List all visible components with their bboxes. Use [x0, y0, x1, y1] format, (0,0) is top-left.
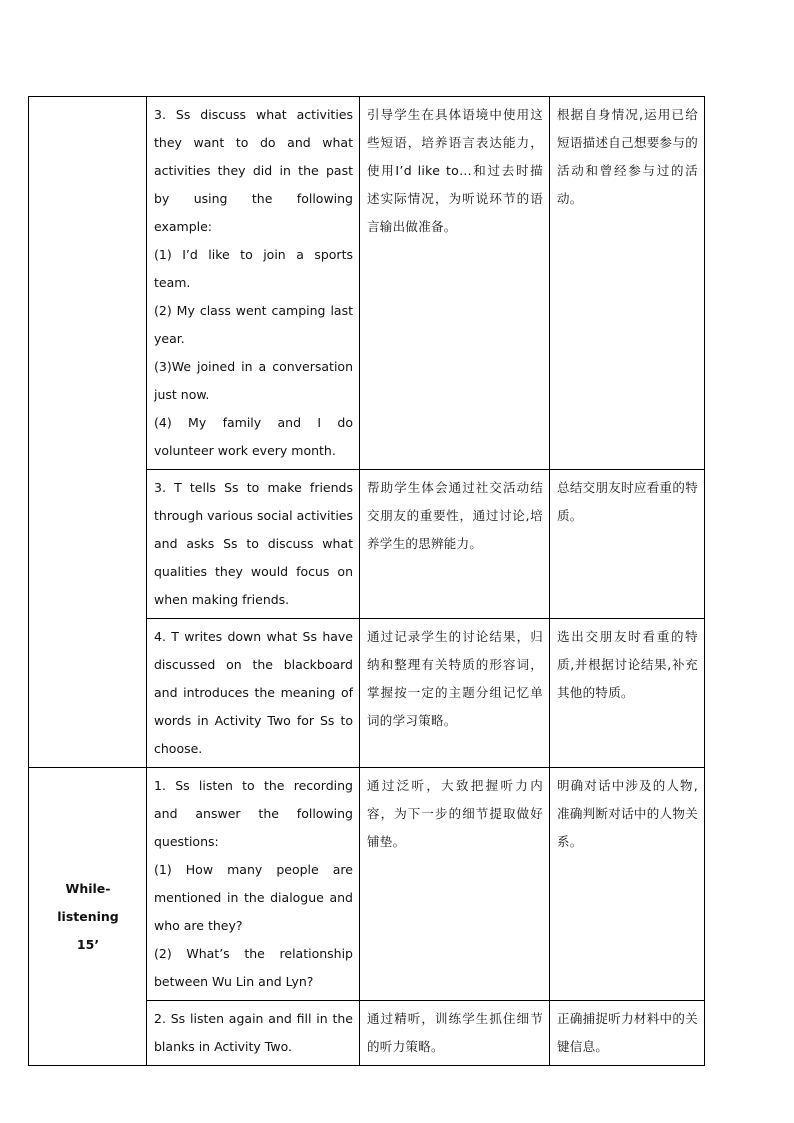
activity-cell	[147, 1001, 360, 1066]
activity-text: (3)We joined in a conversation just now.	[154, 359, 353, 402]
effect-cell: 明确对话中涉及的人物,准确判断对话中的人物关系。	[550, 768, 705, 1001]
purpose-cell: 通过泛听，大致把握听力内容，为下一步的细节提取做好铺垫。	[360, 768, 550, 1001]
purpose-cell: 通过记录学生的讨论结果，归纳和整理有关特质的形容词，掌握按一定的主题分组记忆单词的学习策略。	[360, 619, 550, 768]
stage-duration: 15’	[76, 936, 100, 952]
activity-text: (1) I’d like to join a sports team.	[154, 247, 353, 290]
lesson-plan-table	[28, 96, 705, 1066]
table-row	[29, 768, 705, 1001]
activity-text: 3. Ss discuss what activities they want to do and what activities they did in the past by using the following example:	[154, 107, 353, 234]
effect-cell: 选出交朋友时看重的特质,并根据讨论结果,补充其他的特质。	[550, 619, 705, 768]
activity-text: (2) My class went camping last year.	[154, 303, 353, 346]
activity-cell	[147, 97, 360, 470]
stage-name: While-listening	[57, 880, 119, 924]
activity-text: (4) My family and I do volunteer work every month.	[154, 415, 353, 458]
table-row	[29, 97, 705, 470]
activity-cell	[147, 768, 360, 1001]
effect-cell: 根据自身情况,运用已给短语描述自己想要参与的活动和曾经参与过的活动。	[550, 97, 705, 470]
purpose-cell: 引导学生在具体语境中使用这些短语，培养语言表达能力，使用I’d like to…和过去时描述实际情况，为听说环节的语言输出做准备。	[360, 97, 550, 470]
activity-text: 1. Ss listen to the recording and answer the following questions:	[154, 778, 353, 849]
activity-text: 2. Ss listen again and fill in the blanks in Activity Two.	[154, 1011, 353, 1054]
activity-cell	[147, 470, 360, 619]
activity-text: 3. T tells Ss to make friends through various social activities and asks Ss to discuss what qualities they would focus on when making friends.	[154, 480, 353, 607]
activity-text: 4. T writes down what Ss have discussed on the blackboard and introduces the meaning of words in Activity Two for Ss to choose.	[154, 629, 353, 756]
effect-cell: 正确捕捉听力材料中的关键信息。	[550, 1001, 705, 1066]
stage-cell-while-listening	[29, 768, 147, 1066]
stage-cell-pre-listening	[29, 97, 147, 768]
activity-text: (1) How many people are mentioned in the dialogue and who are they?	[154, 862, 353, 933]
purpose-cell: 帮助学生体会通过社交活动结交朋友的重要性，通过讨论,培养学生的思辨能力。	[360, 470, 550, 619]
activity-cell	[147, 619, 360, 768]
activity-text: (2) What’s the relationship between Wu Lin and Lyn?	[154, 946, 353, 989]
purpose-cell: 通过精听，训练学生抓住细节的听力策略。	[360, 1001, 550, 1066]
effect-cell: 总结交朋友时应看重的特质。	[550, 470, 705, 619]
